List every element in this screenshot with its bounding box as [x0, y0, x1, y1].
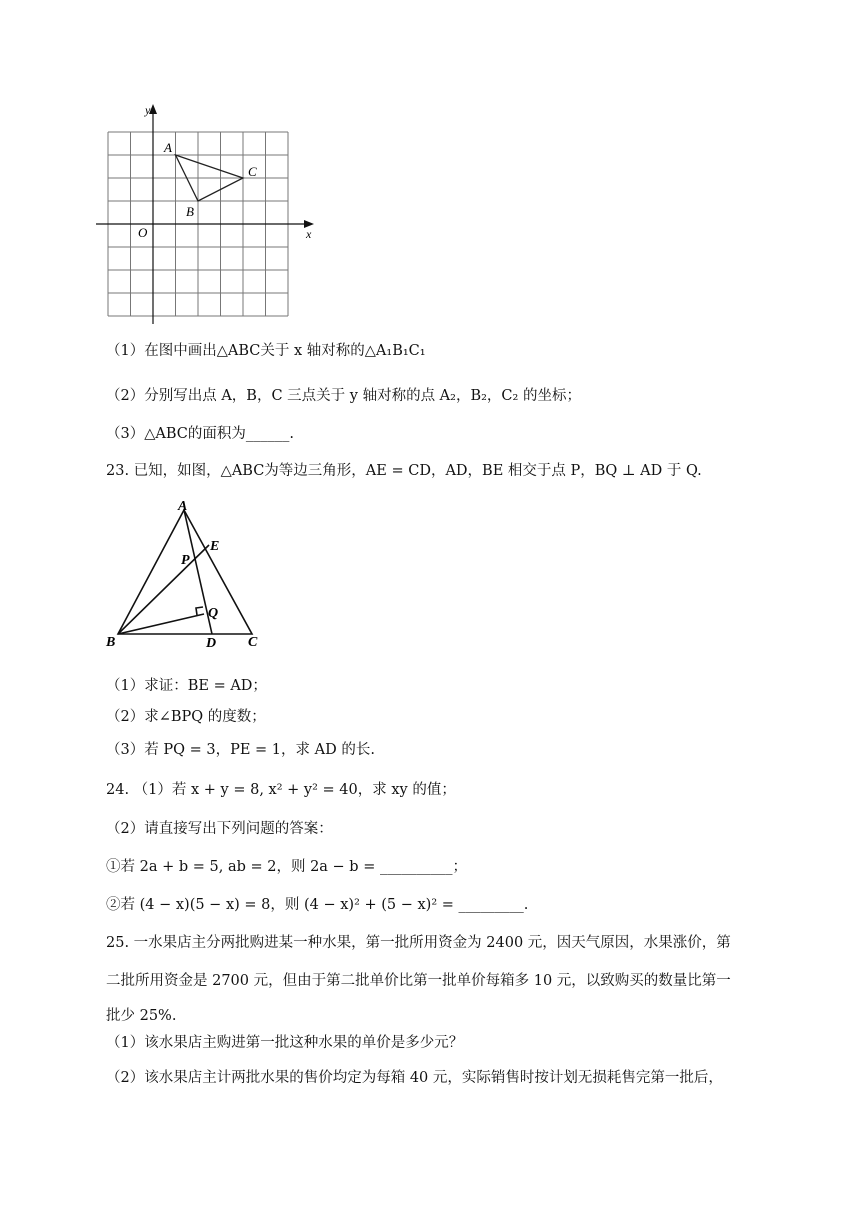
label-c: C	[248, 635, 258, 650]
label-origin: O	[138, 225, 148, 240]
equilateral-triangle-figure	[100, 498, 270, 654]
label-point-c: C	[248, 164, 257, 179]
q23-part1: （1）求证：BE = AD；	[106, 678, 267, 694]
label-b: B	[106, 635, 116, 650]
label-e: E	[210, 539, 220, 554]
q25-line3: 批少 25%.	[106, 1008, 177, 1024]
label-y-axis: y	[145, 103, 151, 117]
q24-part2: （2）请直接写出下列问题的答案：	[106, 821, 333, 837]
q22-part2: （2）分别写出点 A，B，C 三点关于 y 轴对称的点 A₂，B₂，C₂ 的坐标；	[106, 388, 581, 404]
q24-item2: ②若 (4 − x)(5 − x) = 8，则 (4 − x)² + (5 − x)² = _________.	[106, 897, 529, 913]
q22-part3: （3）△ABC的面积为______.	[106, 426, 294, 442]
label-q: Q	[208, 606, 219, 621]
segment-be	[118, 545, 209, 634]
q23-stem: 23. 已知，如图，△ABC为等边三角形，AE = CD，AD，BE 相交于点 P，BQ ⊥ AD 于 Q.	[106, 463, 702, 479]
q25-part1: （1）该水果店主购进第一批这种水果的单价是多少元？	[106, 1035, 464, 1051]
q23-part2: （2）求∠BPQ 的度数；	[106, 709, 266, 725]
label-x-axis: x	[306, 227, 312, 241]
label-point-a: A	[164, 140, 172, 155]
q24-item1: ①若 2a + b = 5, ab = 2，则 2a − b = __________；	[106, 859, 467, 875]
q25-part2: （2）该水果店主计两批水果的售价均定为每箱 40 元，实际销售时按计划无损耗售完第一批后，	[106, 1070, 723, 1086]
q25-line2: 二批所用资金是 2700 元，但由于第二批单价比第一批单价每箱多 10 元，以致购买的数量比第一	[106, 973, 731, 989]
label-d: D	[206, 636, 217, 651]
label-p: P	[181, 553, 190, 568]
segment-bq	[118, 614, 204, 634]
q22-part1: （1）在图中画出△ABC关于 x 轴对称的△A₁B₁C₁	[106, 343, 426, 359]
label-point-b: B	[186, 204, 194, 219]
q23-part3: （3）若 PQ = 3，PE = 1，求 AD 的长.	[106, 742, 375, 758]
q24-stem: 24. （1）若 x + y = 8, x² + y² = 40，求 xy 的值；	[106, 782, 456, 798]
label-a: A	[178, 499, 188, 514]
q25-line1: 25. 一水果店主分两批购进某一种水果，第一批所用资金为 2400 元，因天气原因，水果涨价，第	[106, 935, 731, 951]
coordinate-grid-figure	[90, 100, 330, 328]
